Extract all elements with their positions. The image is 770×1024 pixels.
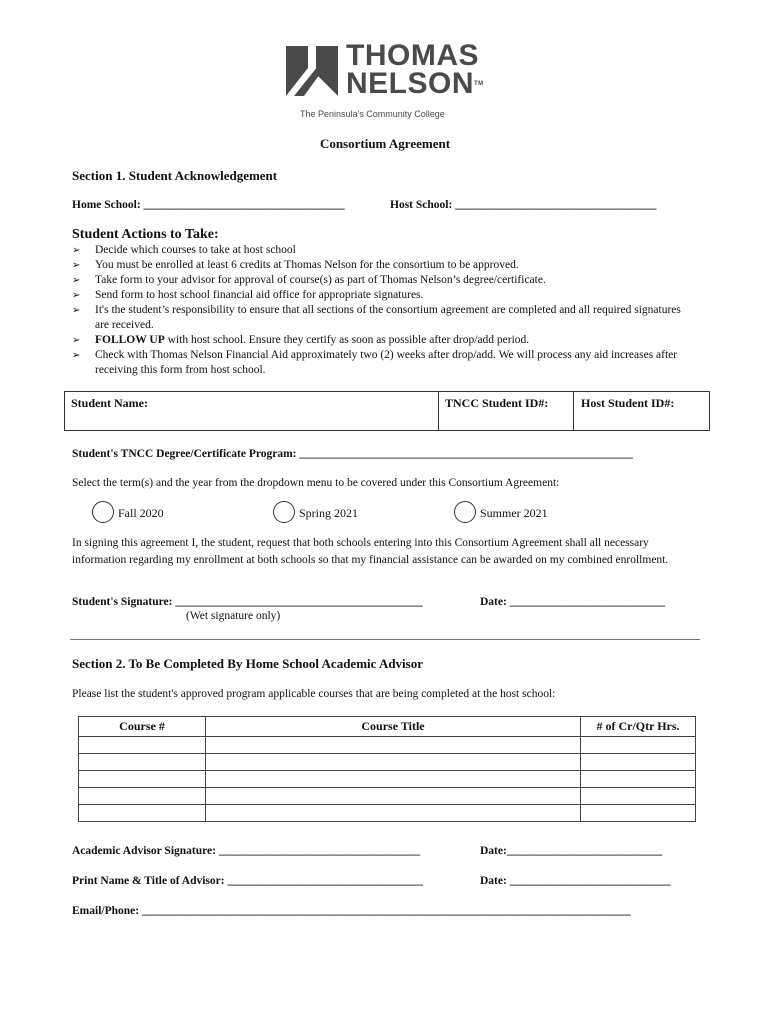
logo-line-2: NELSON™	[346, 67, 484, 100]
host-school-field[interactable]: Host School: ___________________________________	[390, 199, 657, 211]
arrow-bullet-icon: ➢	[72, 335, 81, 346]
radio-spring[interactable]	[273, 501, 295, 523]
follow-up-emphasis: FOLLOW UP	[95, 334, 165, 346]
arrow-bullet-icon: ➢	[72, 290, 81, 301]
term-instruction: Select the term(s) and the year from the dropdown menu to be covered under this Consortium Agreement:	[72, 477, 560, 489]
table-cell[interactable]	[206, 805, 581, 822]
logo-wordmark	[346, 39, 484, 100]
table-row	[79, 737, 696, 754]
table-cell[interactable]	[79, 771, 206, 788]
student-date-field[interactable]: Date: ___________________________	[480, 596, 665, 608]
table-cell[interactable]	[79, 805, 206, 822]
table-cell[interactable]	[581, 754, 696, 771]
table-cell[interactable]	[79, 737, 206, 754]
host-id-label: Host Student ID#:	[581, 396, 675, 410]
radio-summer[interactable]	[454, 501, 476, 523]
student-signature-field[interactable]: Student's Signature: ___________________________________________	[72, 596, 423, 608]
table-cell[interactable]	[581, 805, 696, 822]
table-cell[interactable]	[206, 754, 581, 771]
email-phone-field[interactable]: Email/Phone: _____________________________________________________________________________________	[72, 905, 631, 917]
section2-heading: Section 2. To Be Completed By Home School Academic Advisor	[72, 656, 423, 671]
table-row	[79, 805, 696, 822]
section1-heading: Section 1. Student Acknowledgement	[72, 168, 278, 183]
logo-line-1: THOMAS	[346, 39, 479, 72]
column-header: Course Title	[206, 717, 581, 737]
term-fall-label: Fall 2020	[118, 506, 164, 520]
table-row	[79, 771, 696, 788]
section2-instruction: Please list the student's approved program applicable courses that are being completed at the host school:	[72, 688, 556, 700]
arrow-bullet-icon: ➢	[72, 305, 81, 316]
arrow-bullet-icon: ➢	[72, 275, 81, 286]
list-item: ➢ It's the student’s responsibility to ensure that all sections of the consortium agreement are completed and all required signatures are received.	[72, 304, 681, 331]
signature-note: (Wet signature only)	[186, 610, 281, 622]
advisor-date-field[interactable]: Date:___________________________	[480, 845, 663, 857]
document-title: Consortium Agreement	[319, 136, 451, 151]
list-item: ➢ Check with Thomas Nelson Financial Aid approximately two (2) weeks after drop/add. We will process any aid increases after receiving this form from host school.	[72, 349, 678, 376]
table-row	[79, 788, 696, 805]
table-cell[interactable]	[79, 788, 206, 805]
arrow-bullet-icon: ➢	[72, 260, 81, 271]
column-header: Course #	[79, 717, 206, 737]
section-divider	[70, 639, 700, 640]
list-item: ➢ You must be enrolled at least 6 credits at Thomas Nelson for the consortium to be approved.	[72, 259, 519, 271]
divider	[438, 392, 439, 430]
tncc-id-label: TNCC Student ID#:	[445, 396, 549, 410]
table-cell[interactable]	[206, 771, 581, 788]
table-cell[interactable]	[581, 771, 696, 788]
actions-heading: Student Actions to Take:	[72, 227, 219, 242]
radio-fall[interactable]	[92, 501, 114, 523]
arrow-bullet-icon: ➢	[72, 350, 81, 361]
actions-list	[72, 243, 692, 378]
arrow-bullet-icon: ➢	[72, 245, 81, 256]
program-field[interactable]: Student's TNCC Degree/Certificate Program: __________________________________________________________	[72, 448, 633, 460]
home-school-field[interactable]: Home School: ___________________________________	[72, 199, 345, 211]
table-cell[interactable]	[581, 788, 696, 805]
list-item: ➢ Send form to host school financial aid office for appropriate signatures.	[72, 289, 424, 301]
list-item: ➢ Take form to your advisor for approval of course(s) as part of Thomas Nelson’s degree/certificate.	[72, 274, 546, 286]
list-item: ➢ FOLLOW UP with host school. Ensure they certify as soon as possible after drop/add period.	[72, 334, 530, 346]
advisor-name-field[interactable]: Print Name & Title of Advisor: __________________________________	[72, 875, 423, 887]
courses-table	[78, 716, 696, 822]
list-item: ➢ Decide which courses to take at host school	[72, 244, 296, 256]
divider	[573, 392, 574, 430]
advisor-name-date-field[interactable]: Date: ____________________________	[480, 875, 671, 887]
term-summer-label: Summer 2021	[480, 506, 548, 520]
table-cell[interactable]	[206, 788, 581, 805]
student-name-label: Student Name:	[71, 396, 148, 410]
table-cell[interactable]	[206, 737, 581, 754]
logo-tagline: The Peninsula's Community College	[300, 109, 445, 119]
trademark: TM	[474, 81, 484, 87]
table-cell[interactable]	[581, 737, 696, 754]
term-spring-label: Spring 2021	[299, 506, 359, 520]
table-cell[interactable]	[79, 754, 206, 771]
logo-mark	[286, 46, 338, 96]
advisor-signature-field[interactable]: Academic Advisor Signature: ___________________________________	[72, 845, 421, 857]
student-info-box	[64, 391, 710, 431]
table-row	[79, 754, 696, 771]
column-header: # of Cr/Qtr Hrs.	[581, 717, 696, 737]
agreement-text: In signing this agreement I, the student, request that both schools entering into this Consortium Agreement shall all necessary information regarding my enrollment at both schools so that my financial assistance can be awarded on my combined enrollment.	[72, 537, 669, 566]
